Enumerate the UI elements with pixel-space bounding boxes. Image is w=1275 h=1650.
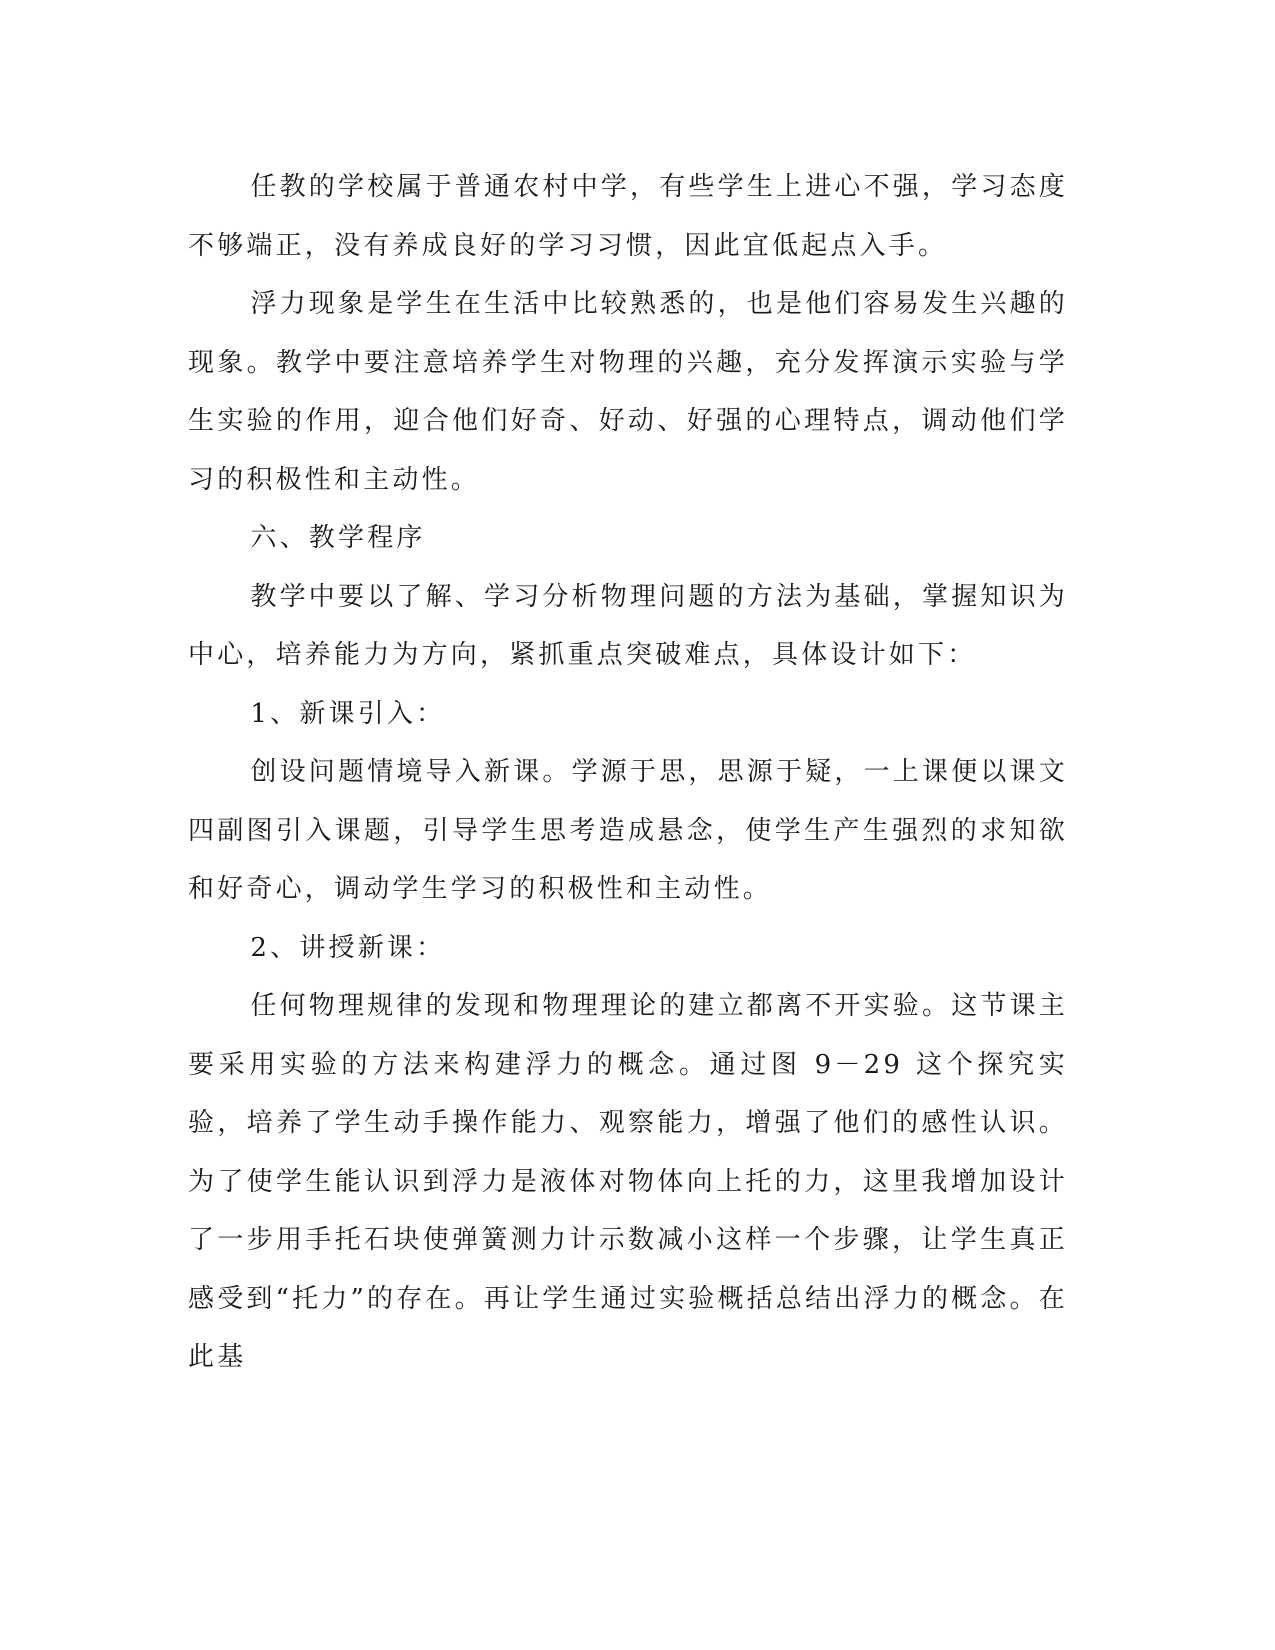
paragraph-student-situation: 任教的学校属于普通农村中学，有些学生上进心不强，学习态度不够端正，没有养成良好的学习习惯，因此宜低起点入手。 — [188, 172, 1068, 261]
document-body — [188, 158, 1068, 1387]
subheading-new-lesson-intro: 1、新课引入： — [250, 698, 446, 729]
paragraph-lesson-intro: 创设问题情境导入新课。学源于思，思源于疑，一上课便以课文四副图引入课题，引导学生思考造成悬念，使学生产生强烈的求知欲和好奇心，调动学生学习的积极性和主动性。 — [188, 757, 1068, 904]
paragraph-experiment-method: 任何物理规律的发现和物理理论的建立都离不开实验。这节课主要采用实验的方法来构建浮力的概念。通过图 9－29 这个探究实验，培养了学生动手操作能力、观察能力，增强了他们的感性认识。为了使学生能认识到浮力是液体对物体向上托的力，这里我增加设计了一步用手托石块使弹簧测力计示数减小这样一个步骤，让学生真正感受到“托力”的存在。再让学生通过实验概括总结出浮力的概念。在此基 — [188, 991, 1068, 1372]
section-heading-teaching-procedure: 六、教学程序 — [250, 523, 426, 553]
paragraph-buoyancy-phenomenon: 浮力现象是学生在生活中比较熟悉的，也是他们容易发生兴趣的现象。教学中要注意培养学生对物理的兴趣，充分发挥演示实验与学生实验的作用，迎合他们好奇、好动、好强的心理特点，调动他们学习的积极性和主动性。 — [188, 289, 1068, 495]
paragraph-teaching-design: 教学中要以了解、学习分析物理问题的方法为基础，掌握知识为中心，培养能力为方向，紧抓重点突破难点，具体设计如下： — [188, 581, 1068, 670]
subheading-teaching-new-lesson: 2、讲授新课： — [250, 932, 446, 963]
